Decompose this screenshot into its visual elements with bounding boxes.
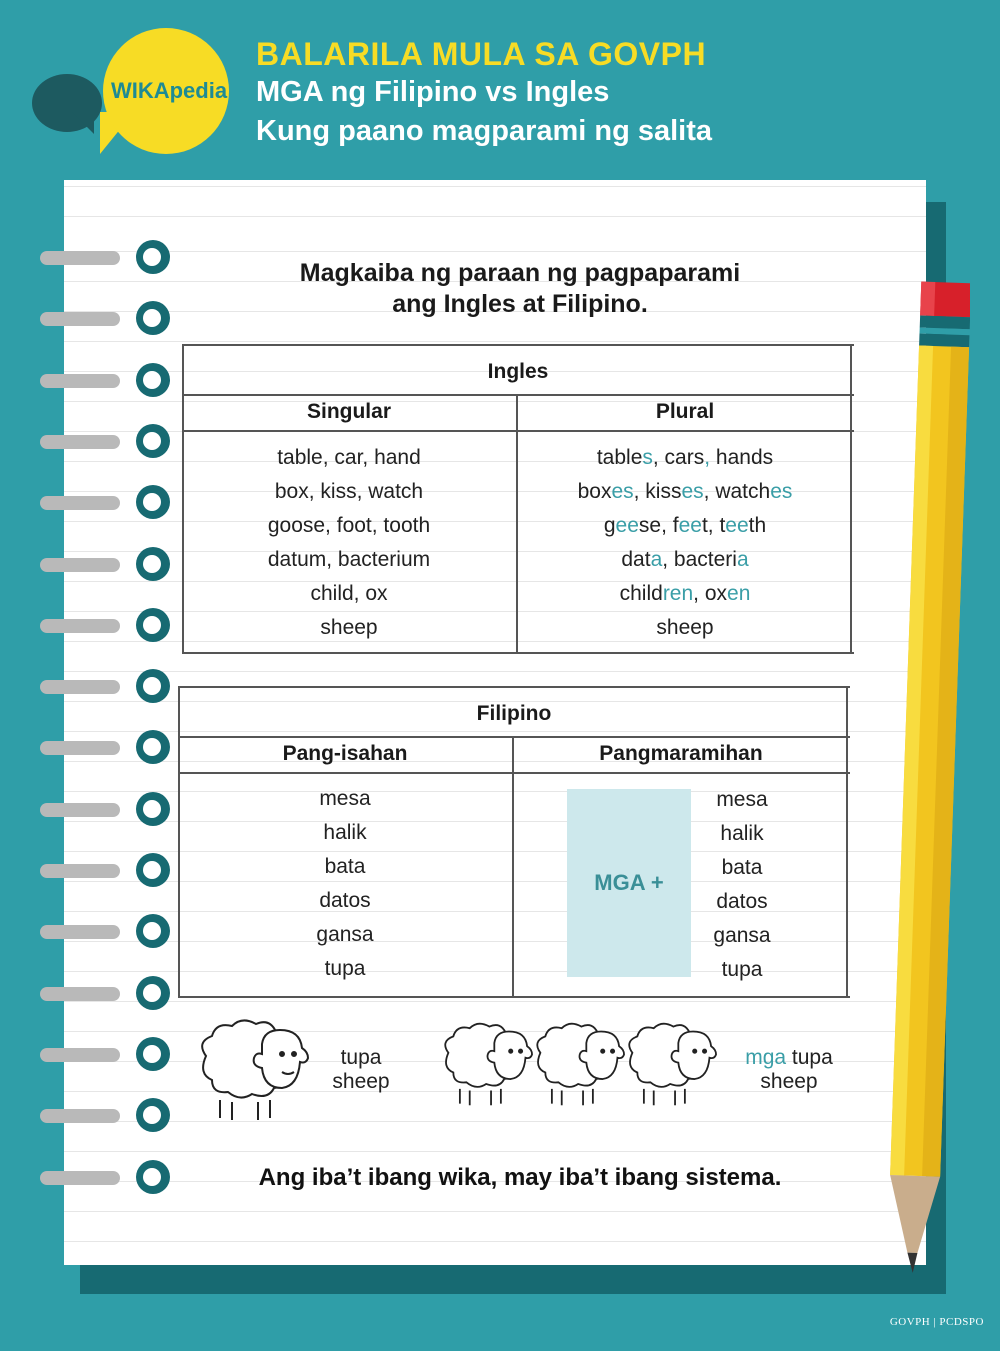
logo-main: WIKA <box>110 78 170 103</box>
spiral-ring <box>40 1098 132 1132</box>
spiral-ring <box>40 1037 132 1071</box>
intro-line-1: Magkaiba ng paraan ng pagpaparami <box>299 259 741 287</box>
spiral-ring <box>40 730 132 764</box>
logo-suffix: pedia <box>169 78 228 103</box>
filipino-plural-item: gansa <box>713 924 771 947</box>
speech-bubble-dark-tail <box>72 112 94 134</box>
closing-statement: Ang iba’t ibang wika, may iba’t ibang sistema. <box>258 1164 782 1191</box>
english-plural-header: Plural <box>655 400 715 423</box>
spiral-ring <box>40 792 132 826</box>
english-plural-item: geese, feet, teeth <box>603 514 767 537</box>
filipino-plural-item: datos <box>716 890 768 913</box>
filipino-singular-item: halik <box>323 821 367 844</box>
english-plural-item: children, oxen <box>619 582 751 605</box>
single-caption-eng: sheep <box>332 1070 390 1093</box>
filipino-plural-list <box>678 783 806 987</box>
wikapedia-logo <box>103 28 229 154</box>
mga-prefix-box: MGA + <box>567 789 691 977</box>
spiral-ring <box>40 485 132 519</box>
english-singular-header: Singular <box>306 400 391 423</box>
filipino-table-title: Filipino <box>476 702 552 725</box>
page-subtitle-2: Kung paano magparami ng salita <box>256 115 713 147</box>
plural-sheep-caption <box>732 1046 846 1094</box>
filipino-singular-header: Pang-isahan <box>282 742 408 765</box>
english-singular-item: datum, bacterium <box>267 548 431 571</box>
english-singular-item: sheep <box>320 616 378 639</box>
filipino-singular-item: bata <box>324 855 366 878</box>
filipino-singular-list <box>178 782 512 986</box>
filipino-plural-item: halik <box>720 822 764 845</box>
spiral-ring <box>40 608 132 642</box>
pencil-icon <box>880 278 970 1278</box>
english-table <box>182 344 854 654</box>
intro-heading <box>180 258 860 320</box>
filipino-plural-item: tupa <box>721 958 763 981</box>
spiral-ring <box>40 853 132 887</box>
page-title: BALARILA MULA SA GOVPH <box>256 36 707 72</box>
english-plural-item: data, bacteria <box>621 548 749 571</box>
plural-caption-fil: tupa <box>791 1046 833 1069</box>
spiral-ring <box>40 547 132 581</box>
spiral-ring <box>40 363 132 397</box>
filipino-table <box>178 686 850 998</box>
english-plural-item: boxes, kisses, watches <box>577 480 793 503</box>
page-subtitle-1: MGA ng Filipino vs Ingles <box>256 76 610 108</box>
single-caption-fil: tupa <box>340 1046 382 1069</box>
plural-caption-eng: sheep <box>760 1070 818 1093</box>
english-singular-item: box, kiss, watch <box>274 480 424 503</box>
filipino-singular-item: gansa <box>316 923 374 946</box>
spiral-ring <box>40 976 132 1010</box>
english-singular-item: goose, foot, tooth <box>267 514 431 537</box>
english-plural-item: sheep <box>656 616 714 639</box>
spiral-ring <box>40 301 132 335</box>
spiral-ring <box>40 1160 132 1194</box>
english-singular-list <box>182 441 516 645</box>
filipino-plural-item: bata <box>721 856 763 879</box>
spiral-ring <box>40 669 132 703</box>
english-table-title: Ingles <box>487 360 549 383</box>
english-singular-item: table, car, hand <box>277 446 421 469</box>
intro-line-2: ang Ingles at Filipino. <box>392 290 648 318</box>
single-sheep-caption <box>320 1046 402 1094</box>
filipino-plural-header: Pangmaramihan <box>599 742 763 765</box>
filipino-plural-item: mesa <box>716 788 768 811</box>
spiral-ring <box>40 424 132 458</box>
spiral-ring <box>40 240 132 274</box>
plural-caption-mga: mga <box>745 1046 787 1069</box>
credit-text: GOVPH | PCDSPO <box>889 1316 984 1328</box>
three-sheep-icon <box>432 1016 732 1116</box>
filipino-singular-item: mesa <box>319 787 371 810</box>
english-plural-item: tables, cars, hands <box>596 446 774 469</box>
spiral-ring <box>40 914 132 948</box>
single-sheep-icon <box>186 1016 316 1130</box>
english-singular-item: child, ox <box>310 582 388 605</box>
filipino-singular-item: datos <box>319 889 371 912</box>
filipino-singular-item: tupa <box>324 957 366 980</box>
english-plural-list <box>518 441 852 645</box>
